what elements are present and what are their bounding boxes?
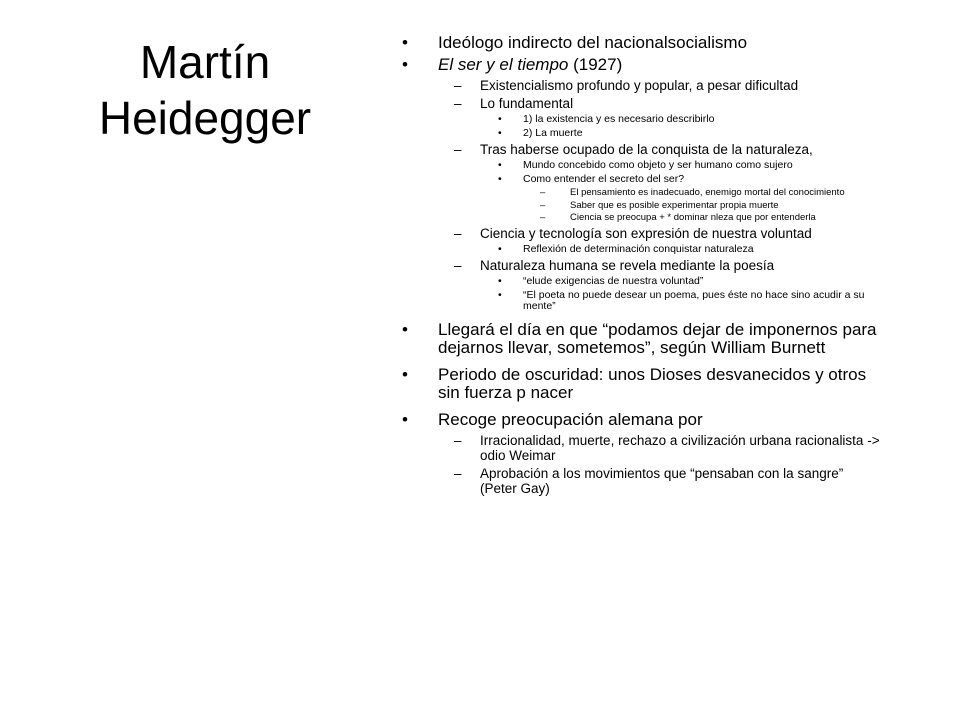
dash-marker: – [454, 257, 462, 273]
dash-marker: – [454, 432, 462, 448]
bullet-text: Ciencia y tecnología son expresión de nuestra voluntad [480, 225, 812, 241]
dash-marker: – [540, 212, 546, 223]
bullet-text: Aprobación a los movimientos que “pensaban con la sangre” (Peter Gay) [480, 465, 844, 496]
bullet-marker: • [402, 33, 408, 52]
list-item [400, 128, 880, 139]
bullet-list [400, 34, 880, 499]
bullet-text: Periodo de oscuridad: unos Dioses desvanecidos y otros sin fuerza p nacer [438, 364, 867, 402]
list-item [400, 213, 880, 223]
bullet-text: 2) La muerte [523, 127, 583, 139]
list-item [400, 56, 880, 74]
list-item [400, 201, 880, 211]
bullet-text: (1927) [568, 55, 623, 74]
bullet-marker: • [402, 55, 408, 74]
title-line-2: Heidegger [98, 92, 312, 144]
bullet-text: Recoge preocupación alemana por [438, 409, 703, 429]
dash-marker: – [454, 96, 462, 111]
slide-title [70, 34, 340, 146]
dash-marker: – [454, 465, 462, 481]
dash-marker: – [540, 187, 546, 198]
book-title: El ser y el tiempo [438, 55, 569, 74]
list-item [400, 226, 880, 241]
bullet-text: Ideólogo indirecto del nacionalsocialismo [438, 33, 748, 52]
list-item [400, 258, 880, 273]
bullet-text: Como entender el secreto del ser? [523, 173, 685, 185]
bullet-marker: • [498, 288, 502, 301]
bullet-text: Irracionalidad, muerte, rechazo a civilización urbana racionalista -> odio Weimar [480, 432, 880, 463]
bullet-text: Reflexión de determinación conquistar naturaleza [523, 242, 754, 255]
bullet-marker: • [402, 364, 408, 384]
list-item [400, 34, 880, 52]
list-item [400, 290, 880, 312]
list-item [400, 244, 880, 255]
bullet-marker: • [402, 319, 408, 339]
bullet-text: Lo fundamental [480, 96, 574, 111]
bullet-text: “elude exigencias de nuestra voluntad” [523, 274, 704, 287]
dash-marker: – [454, 142, 462, 157]
bullet-text: 1) la existencia y es necesario describirlo [523, 113, 715, 125]
bullet-text: Mundo concebido como objeto y ser humano como sujero [523, 159, 793, 171]
dash-marker: – [540, 199, 546, 211]
bullet-text: Llegará el día en que “podamos dejar de imponernos para dejarnos llevar, sometemos”, según William Burnett [438, 319, 877, 357]
bullet-text: Naturaleza humana se revela mediante la poesía [480, 257, 775, 273]
bullet-marker: • [498, 127, 502, 139]
bullet-marker: • [498, 159, 502, 171]
list-item [400, 433, 880, 463]
bullet-marker: • [498, 274, 502, 287]
bullet-text: Tras haberse ocupado de la conquista de la naturaleza, [480, 142, 813, 157]
dash-marker: – [454, 225, 462, 241]
list-item [400, 276, 880, 287]
bullet-text: El pensamiento es inadecuado, enemigo mortal del conocimiento [570, 187, 845, 198]
list-item [400, 96, 880, 111]
bullet-marker: • [402, 409, 408, 429]
title-line-1: Martín [139, 36, 271, 88]
list-item [400, 114, 880, 125]
list-item [400, 411, 880, 429]
list-item [400, 188, 880, 198]
list-item [400, 142, 880, 157]
bullet-text: “El poeta no puede desear un poema, pues éste no hace sino acudir a su mente” [523, 288, 865, 312]
list-item [400, 366, 880, 402]
list-item [400, 78, 880, 93]
dash-marker: – [454, 78, 462, 93]
bullet-text: Existencialismo profundo y popular, a pesar dificultad [480, 78, 799, 93]
bullet-marker: • [498, 242, 502, 255]
bullet-text: Ciencia se preocupa + * dominar nleza que por entenderla [570, 212, 816, 223]
list-item [400, 321, 880, 357]
bullet-text: Saber que es posible experimentar propia muerte [570, 199, 779, 211]
bullet-marker: • [498, 173, 502, 185]
list-item [400, 174, 880, 185]
list-item [400, 466, 880, 496]
bullet-marker: • [498, 113, 502, 125]
list-item [400, 160, 880, 171]
